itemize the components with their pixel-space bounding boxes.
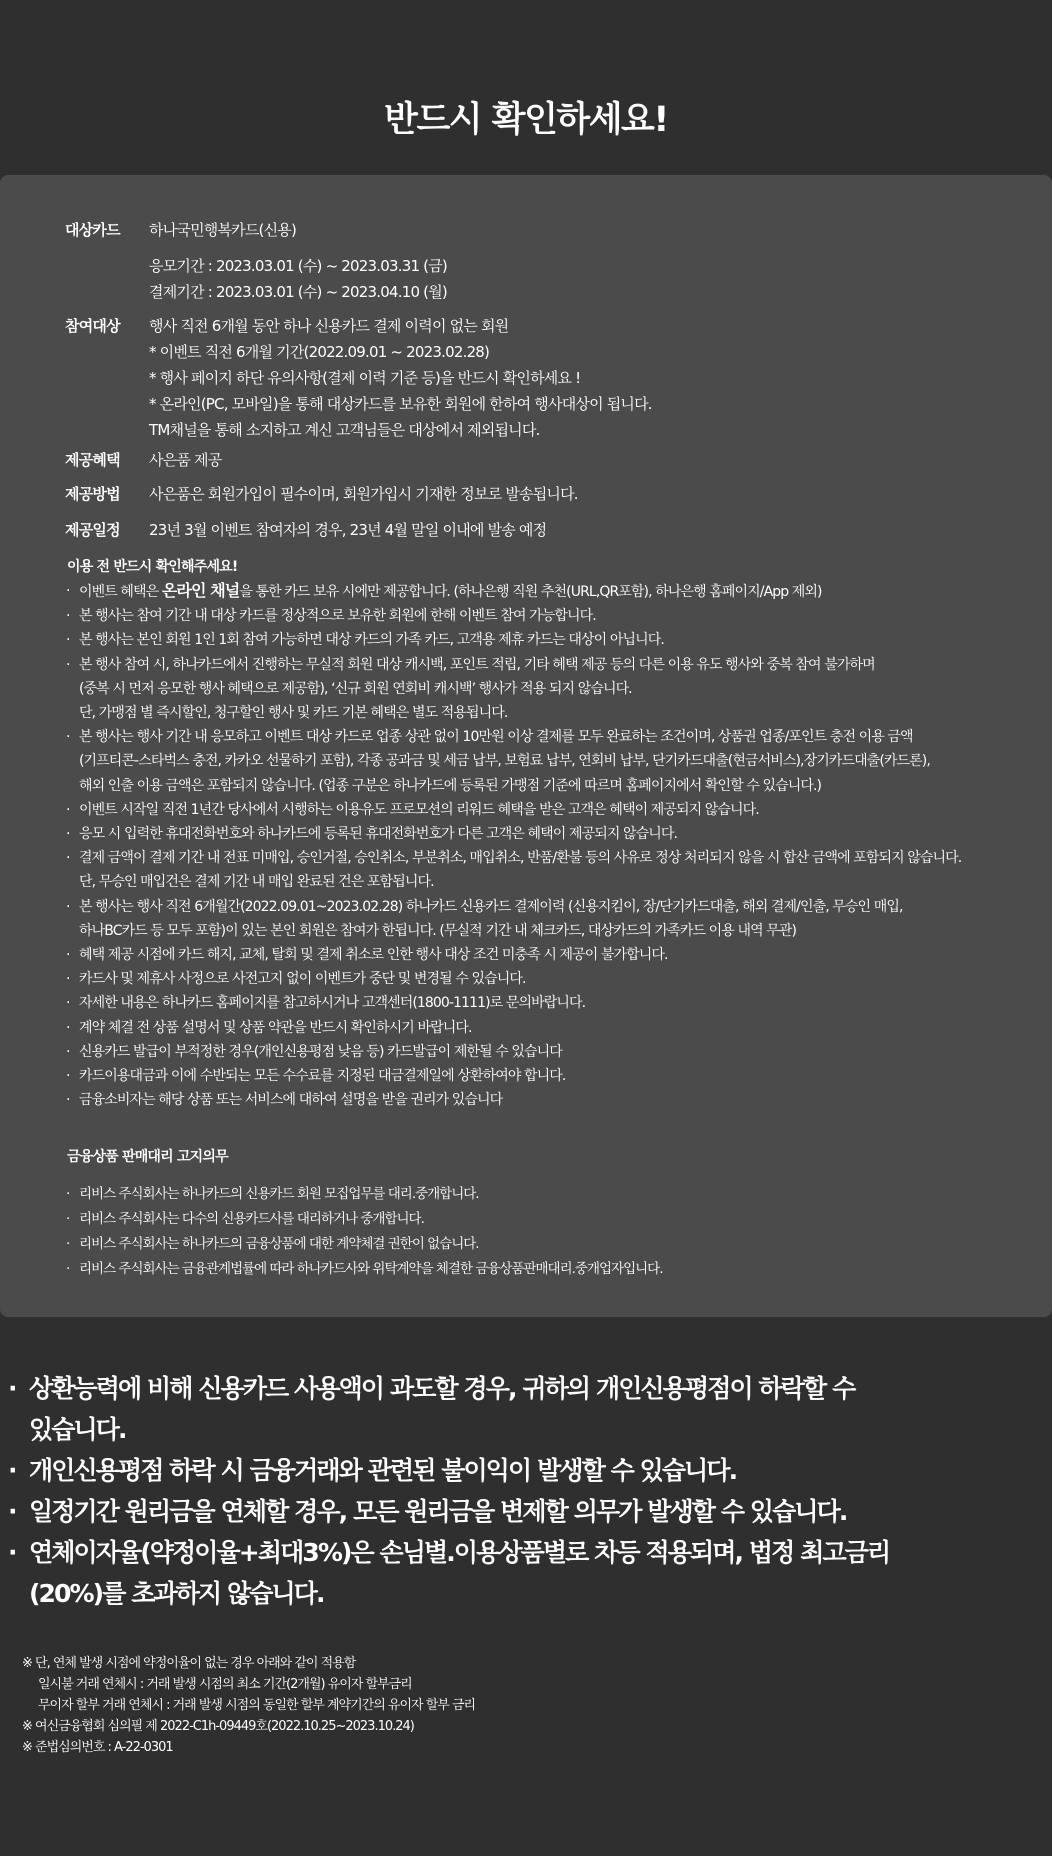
list-item-text: 리비스 주식회사는 하나카드의 금융상품에 대한 계약체결 권한이 없습니다. (79, 1236, 479, 1252)
list-item-text: 혜택 제공 시점에 카드 해지, 교체, 탈회 및 결제 취소로 인한 행사 대상 조건 미충족 시 제공이 불가합니다. (79, 947, 668, 964)
footnote-line: 일시불 거래 연체시 : 거래 발생 시점의 최소 기간(2개월) 유이자 할부금리 (38, 1677, 412, 1692)
info-period-row (65, 253, 447, 305)
warning-text: 있습니다. (29, 1415, 126, 1444)
list-item-text: 리비스 주식회사는 하나카드의 신용카드 회원 모집업무를 대리.중개합니다. (79, 1186, 479, 1202)
list-item-text: 하나BC카드 등 모두 포함)이 있는 본인 회원은 참여가 한됩니다. (무실적 기간 내 체크카드, 대상카드의 가족카드 이용 내역 무관) (79, 922, 797, 939)
notice-list (65, 579, 961, 1112)
bullet-icon: · (66, 608, 70, 625)
info-value: 23년 3월 이벤트 참여자의 경우, 23년 4월 말일 이내에 발송 예정 (149, 521, 547, 539)
bullet-icon: · (66, 995, 70, 1012)
list-item (65, 628, 961, 652)
list-item-text: 계약 체결 전 상품 설명서 및 상품 약관을 반드시 확인하시기 바랍니다. (79, 1019, 472, 1036)
info-label: 제공방법 (65, 485, 120, 503)
list-item-text: 단, 가맹점 별 즉시할인, 청구할인 행사 및 카드 기본 혜택은 별도 적용됩니다. (79, 705, 508, 722)
list-item-text: (중복 시 먼저 응모한 행사 혜택으로 제공함), ‘신규 회원 연회비 캐시백’ 행사가 적용 되지 않습니다. (79, 680, 632, 697)
list-item-text: 금융소비자는 해당 상품 또는 서비스에 대하여 설명을 받을 권리가 있습니다 (79, 1092, 503, 1109)
list-item (65, 1232, 663, 1257)
list-item (65, 1040, 961, 1064)
notice-panel (0, 175, 1052, 1317)
warning-text: 상환능력에 비해 신용카드 사용액이 과도할 경우, 귀하의 개인신용평점이 하락할 수 (29, 1374, 855, 1403)
list-item (65, 604, 961, 628)
info-label: 제공일정 (65, 521, 120, 539)
list-item (65, 1257, 663, 1282)
list-item-text: 리비스 주식회사는 금융관계법률에 따라 하나카드사와 위탁계약을 체결한 금융상품판매대리.중개업자입니다. (79, 1261, 663, 1277)
bullet-icon: · (66, 1261, 70, 1277)
list-item (65, 1207, 663, 1232)
apply-period: 응모기간 : 2023.03.01 (수) ~ 2023.03.31 (금) (149, 257, 447, 275)
list-item (65, 943, 961, 967)
warning-item (8, 1532, 889, 1614)
notice-heading: 이용 전 반드시 확인해주세요! (67, 559, 238, 575)
bullet-icon: · (66, 1019, 70, 1036)
target-line: * 온라인(PC, 모바일)을 통해 대상카드를 보유한 회원에 한하여 행사대상이 됩니다. (149, 395, 652, 413)
list-item-text: 이벤트 시작일 직전 1년간 당사에서 시행하는 이용유도 프로모션의 리워드 혜택을 받은 고객은 혜택이 제공되지 않습니다. (79, 801, 759, 818)
footnote-line: 무이자 할부 거래 연체시 : 거래 발생 시점의 동일한 할부 계약기간의 유이자 할부 금리 (38, 1698, 476, 1713)
warning-item (8, 1491, 889, 1532)
bullet-icon: · (8, 1374, 16, 1403)
info-value: 사은품 제공 (149, 451, 222, 469)
warning-item (8, 1450, 889, 1491)
info-label: 대상카드 (65, 221, 120, 239)
info-schedule-row (65, 517, 546, 543)
bullet-icon: · (66, 1043, 70, 1060)
bullet-icon: · (66, 1236, 70, 1252)
page-title: 반드시 확인하세요! (384, 100, 668, 140)
warning-text: (20%)를 초과하지 않습니다. (29, 1579, 324, 1608)
info-label: 제공혜택 (65, 451, 120, 469)
list-item (65, 1064, 961, 1088)
list-item-text: 단, 무승인 매입건은 결제 기간 내 매입 완료된 건은 포함됩니다. (79, 874, 434, 891)
target-line: TM채널을 통해 소지하고 계신 고객님들은 대상에서 제외됩니다. (149, 421, 540, 439)
info-method-row (65, 481, 578, 507)
list-item-text: 결제 금액이 결제 기간 내 전표 미매입, 승인거절, 승인취소, 부분취소, 매입취소, 반품/환불 등의 사유로 정상 처리되지 않을 시 합산 금액에 포함되지 않습니다. (79, 850, 962, 867)
list-item (65, 1088, 961, 1112)
footnotes (22, 1653, 475, 1758)
list-item-text: 본 행사 참여 시, 하나카드에서 진행하는 무실적 회원 대상 캐시백, 포인트 적립, 기타 혜택 제공 등의 다른 이용 유도 행사와 중복 참여 불가하며 (79, 656, 875, 673)
info-label: 참여대상 (65, 317, 120, 335)
target-line: * 행사 페이지 하단 유의사항(결제 이력 기준 등)을 반드시 확인하세요 ! (149, 369, 581, 387)
list-item (65, 991, 961, 1015)
bullet-icon: · (66, 656, 70, 673)
bullet-icon: · (66, 898, 70, 915)
info-card-row (65, 217, 296, 243)
list-item-text: 응모 시 입력한 휴대전화번호와 하나카드에 등록된 휴대전화번호가 다른 고객은 혜택이 제공되지 않습니다. (79, 826, 678, 843)
warning-text: 개인신용평점 하락 시 금융거래와 관련된 불이익이 발생할 수 있습니다. (29, 1456, 737, 1485)
target-line: * 이벤트 직전 6개월 기간(2022.09.01 ~ 2023.02.28) (149, 343, 490, 361)
bullet-icon: · (66, 801, 70, 818)
bullet-icon: · (66, 971, 70, 988)
footnote-line: ※ 단, 연체 발생 시점에 약정이율이 없는 경우 아래와 같이 적용함 (22, 1656, 356, 1671)
bullet-icon: · (66, 729, 70, 746)
bullet-icon: · (8, 1456, 16, 1485)
bullet-icon: · (8, 1497, 16, 1526)
list-item-text: 신용카드 발급이 부적정한 경우(개인신용평점 낮음 등) 카드발급이 제한될 수 있습니다 (79, 1043, 562, 1060)
list-item (65, 1016, 961, 1040)
list-item-text: 카드사 및 제휴사 사정으로 사전고지 없이 이벤트가 중단 및 변경될 수 있습니다. (79, 971, 526, 988)
bullet-icon: · (66, 1211, 70, 1227)
list-item-text: 본 행사는 행사 기간 내 응모하고 이벤트 대상 카드로 업종 상관 없이 10만원 이상 결제를 모두 완료하는 조건이며, 상품권 업종/포인트 충전 이용 금액 (79, 729, 913, 746)
bullet-icon: · (66, 632, 70, 649)
list-item (65, 846, 961, 894)
list-item-text: 본 행사는 본인 회원 1인 1회 참여 가능하면 대상 카드의 가족 카드, 고객용 제휴 카드는 대상이 아닙니다. (79, 632, 664, 649)
target-line: 행사 직전 6개월 동안 하나 신용카드 결제 이력이 없는 회원 (149, 317, 509, 335)
list-item (65, 967, 961, 991)
bullet-icon: · (8, 1538, 16, 1567)
list-item-text: 본 행사는 참여 기간 내 대상 카드를 정상적으로 보유한 회원에 한해 이벤트 참여 가능합니다. (79, 608, 596, 625)
warning-item (8, 1368, 889, 1450)
list-item: · 이벤트 혜택은 온라인 채널을 통한 카드 보유 시에만 제공합니다. (하나은행 직원 추천(URL,QR포함), 하나은행 홈페이지/App 제외) (65, 579, 961, 604)
agent-list (65, 1182, 663, 1282)
list-item (65, 725, 961, 798)
pay-period: 결제기간 : 2023.03.01 (수) ~ 2023.04.10 (월) (149, 283, 447, 301)
info-benefit-row (65, 447, 221, 473)
warning-text: 일정기간 원리금을 연체할 경우, 모든 원리금을 변제할 의무가 발생할 수 있습니다. (29, 1497, 847, 1526)
footnote-line: ※ 여신금융협회 심의필 제 2022-C1h-09449호(2022.10.25~2023.10.24) (22, 1719, 414, 1734)
info-value: 하나국민행복카드(신용) (149, 221, 297, 239)
bullet-icon: · (66, 1186, 70, 1202)
list-item (65, 895, 961, 943)
agent-heading: 금융상품 판매대리 고지의무 (67, 1149, 228, 1165)
list-item-text: 자세한 내용은 하나카드 홈페이지를 참고하시거나 고객센터(1800-1111)로 문의바랍니다. (79, 995, 586, 1012)
list-item-text: 해외 인출 이용 금액은 포함되지 않습니다. (업종 구분은 하나카드에 등록된 가맹점 기준에 따르며 홈페이지에서 확인할 수 있습니다.) (79, 777, 822, 794)
list-item-text: 카드이용대금과 이에 수반되는 모든 수수료를 지정된 대금결제일에 상환하여야 합니다. (79, 1068, 566, 1085)
bullet-icon: · (66, 1068, 70, 1085)
list-item (65, 1182, 663, 1207)
list-item-text: (기프티콘-스타벅스 충전, 카카오 선물하기 포함), 각종 공과금 및 세금 납부, 보험료 납부, 연회비 납부, 단기카드대출(현금서비스),장기카드대출(카드론), (79, 753, 930, 770)
bullet-icon: · (66, 850, 70, 867)
info-target-row (65, 313, 652, 443)
list-item (65, 822, 961, 846)
footnote-line: ※ 준법심의번호 : A-22-0301 (22, 1740, 173, 1755)
bullet-icon: · (66, 826, 70, 843)
online-channel-emphasis: 온라인 채널 (161, 581, 240, 600)
list-item (65, 798, 961, 822)
warning-list (8, 1368, 889, 1614)
list-item (65, 653, 961, 726)
list-item-text: 리비스 주식회사는 다수의 신용카드사를 대리하거나 중개합니다. (79, 1211, 424, 1227)
list-item-text: 본 행사는 행사 직전 6개월간(2022.09.01~2023.02.28) 하나카드 신용카드 결제이력 (신용지킴이, 장/단기카드대출, 해외 결제/인출, 무승인 매입, (79, 898, 903, 915)
bullet-icon: · (66, 947, 70, 964)
bullet-icon: · (66, 1092, 70, 1109)
info-value: 사은품은 회원가입이 필수이며, 회원가입시 기재한 정보로 발송됩니다. (149, 485, 578, 503)
warning-text: 연체이자율(약정이율+최대3%)은 손님별.이용상품별로 차등 적용되며, 법정 최고금리 (29, 1538, 890, 1567)
bullet-icon: · (66, 583, 70, 599)
